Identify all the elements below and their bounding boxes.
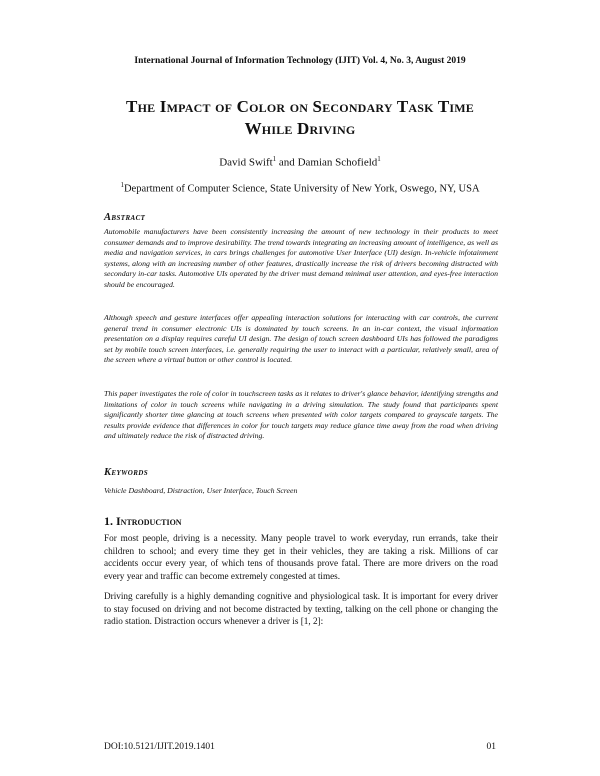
author-affiliation-mark: 1 bbox=[377, 155, 381, 163]
affiliation-text: Department of Computer Science, State University of New York, Oswego, NY, USA bbox=[123, 183, 480, 195]
abstract-heading: Abstract bbox=[104, 212, 146, 223]
abstract-paragraph: Automobile manufacturers have been consistently increasing the amount of new technology in their products to meet consumer demands and to improve desirability. The trend towards integrating an increasing amount of intelligence, as well as media and navigation services, in cars brings challenges for automotive User Interface (UI) design. In-vehicle infotainment systems, along with an increasing number of other features, drastically increase the risk of drivers becoming distracted with secondary in-car tasks. Automotive UIs operated by the driver must demand minimal user attention, and eyes-free interaction should be encouraged. bbox=[104, 227, 498, 289]
author-name: Damian Schofield bbox=[297, 156, 378, 169]
author-affiliation-mark: 1 bbox=[272, 155, 277, 163]
paper-title: The Impact of Color on Secondary Task Time While Driving bbox=[126, 97, 474, 138]
keywords-text: Vehicle Dashboard, Distraction, User Interface, Touch Screen bbox=[104, 486, 298, 495]
journal-header: International Journal of Information Technology (IJIT) Vol. 4, No. 3, August 2019 bbox=[134, 56, 466, 66]
affiliation bbox=[0, 181, 600, 195]
doi-footer: DOI:10.5121/IJIT.2019.1401 bbox=[104, 742, 215, 752]
body-paragraph: Driving carefully is a highly demanding cognitive and physiological task. It is important for every driver to stay focused on driving and not become distracted by texting, talking on the cell phone or changing the radio station. Distraction occurs whenever a driver is [1, 2]: bbox=[104, 591, 498, 627]
body-paragraph: For most people, driving is a necessity. Many people travel to work everyday, run errands, take their children to school; and every time they get in their vehicles, they are taking a risk. Millions of car accidents occur every year, of which tens of thousands prove fatal. There are more drivers on the road every year and traffic can become extremely congested at times. bbox=[104, 533, 498, 581]
keywords-heading: Keywords bbox=[104, 467, 149, 478]
page-number: 01 bbox=[486, 742, 496, 752]
author-name: David Swift bbox=[219, 156, 273, 169]
author-joiner: and bbox=[276, 156, 298, 169]
affiliation-mark: 1 bbox=[120, 181, 124, 189]
author-list bbox=[0, 155, 600, 169]
introduction-heading: 1. Introduction bbox=[104, 514, 182, 528]
abstract-paragraph: This paper investigates the role of color in touchscreen tasks as it relates to driver's glance behavior, identifying strengths and limitations of color in touch screens while navigating in a driving simulation. The study found that participants spent significantly shorter time glancing at touch screens when presented with color targets compared to grayscale targets. The results provide evidence that differences in color for touch targets may reduce glance time away from the road when driving and ultimately reduce the risk of distracted driving. bbox=[104, 389, 498, 441]
abstract-paragraph: Although speech and gesture interfaces offer appealing interaction solutions for interacting with car controls, the current general trend in consumer electronic UIs is dominated by touch screens. In an in-car context, the visual information presentation on a display requires careful UI design. The design of touch screen dashboard UIs has followed the paradigms set by mobile touch screen interfaces, i.e. generally requiring the user to interact with a particular, relatively small, area of the screen where a virtual button or other control is located. bbox=[104, 313, 498, 365]
